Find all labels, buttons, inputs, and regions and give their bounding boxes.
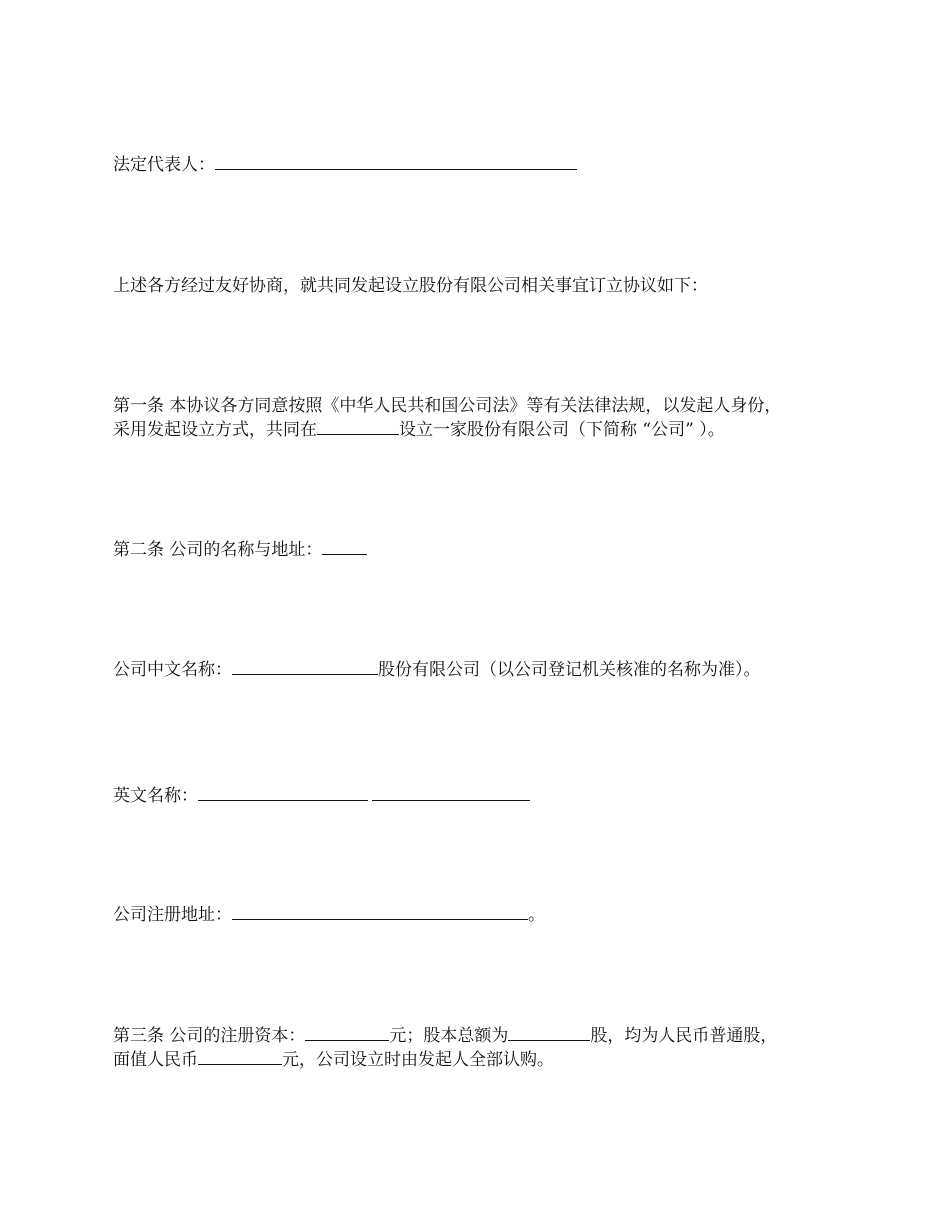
total-shares-blank bbox=[508, 1024, 590, 1041]
article-2-line bbox=[113, 538, 843, 562]
article-1-line-2 bbox=[113, 418, 843, 442]
article-3-line-1-b: 元；股本总额为 bbox=[389, 1026, 509, 1046]
intro-paragraph: 上述各方经过友好协商，就共同发起设立股份有限公司相关事宜订立协议如下： bbox=[113, 276, 708, 296]
chinese-name-after: 股份有限公司（以公司登记机关核准的名称为准）。 bbox=[378, 660, 761, 680]
chinese-name-label: 公司中文名称： bbox=[113, 660, 232, 680]
registered-address-line bbox=[113, 903, 843, 927]
english-name-blank-1 bbox=[198, 784, 368, 801]
english-name-line bbox=[113, 784, 843, 808]
english-name-blank-2 bbox=[372, 784, 530, 801]
legal-representative-line bbox=[113, 153, 843, 177]
article-2-heading: 第二条 公司的名称与地址： bbox=[113, 540, 323, 560]
english-name-label: 英文名称： bbox=[113, 786, 198, 806]
article-2-blank bbox=[322, 538, 367, 555]
article-1 bbox=[113, 394, 843, 442]
article-3-line-2-a: 面值人民币 bbox=[113, 1050, 198, 1070]
registered-address-after: 。 bbox=[528, 905, 545, 925]
location-blank bbox=[317, 418, 399, 435]
article-3 bbox=[113, 1024, 843, 1072]
chinese-name-blank bbox=[232, 658, 378, 675]
article-1-line-2-before: 采用发起设立方式，共同在 bbox=[113, 420, 317, 440]
article-3-line-2-b: 元，公司设立时由发起人全部认购。 bbox=[282, 1050, 554, 1070]
chinese-name-line bbox=[113, 658, 843, 682]
registered-capital-blank bbox=[305, 1024, 389, 1041]
article-1-line-1: 第一条 本协议各方同意按照《中华人民共和国公司法》等有关法律法规，以发起人身份， bbox=[113, 396, 782, 416]
article-3-line-1-a: 第三条 公司的注册资本： bbox=[113, 1026, 306, 1046]
article-3-line-1-c: 股，均为人民币普通股， bbox=[590, 1026, 778, 1046]
article-1-line-2-after: 设立一家股份有限公司（下简称 “公司” ）。 bbox=[399, 420, 725, 440]
par-value-blank bbox=[198, 1048, 282, 1065]
legal-representative-label: 法定代表人： bbox=[113, 155, 215, 175]
article-3-line-2 bbox=[113, 1048, 843, 1072]
legal-representative-blank bbox=[215, 153, 577, 170]
article-3-line-1 bbox=[113, 1024, 843, 1048]
registered-address-blank bbox=[232, 903, 528, 920]
registered-address-label: 公司注册地址： bbox=[113, 905, 232, 925]
